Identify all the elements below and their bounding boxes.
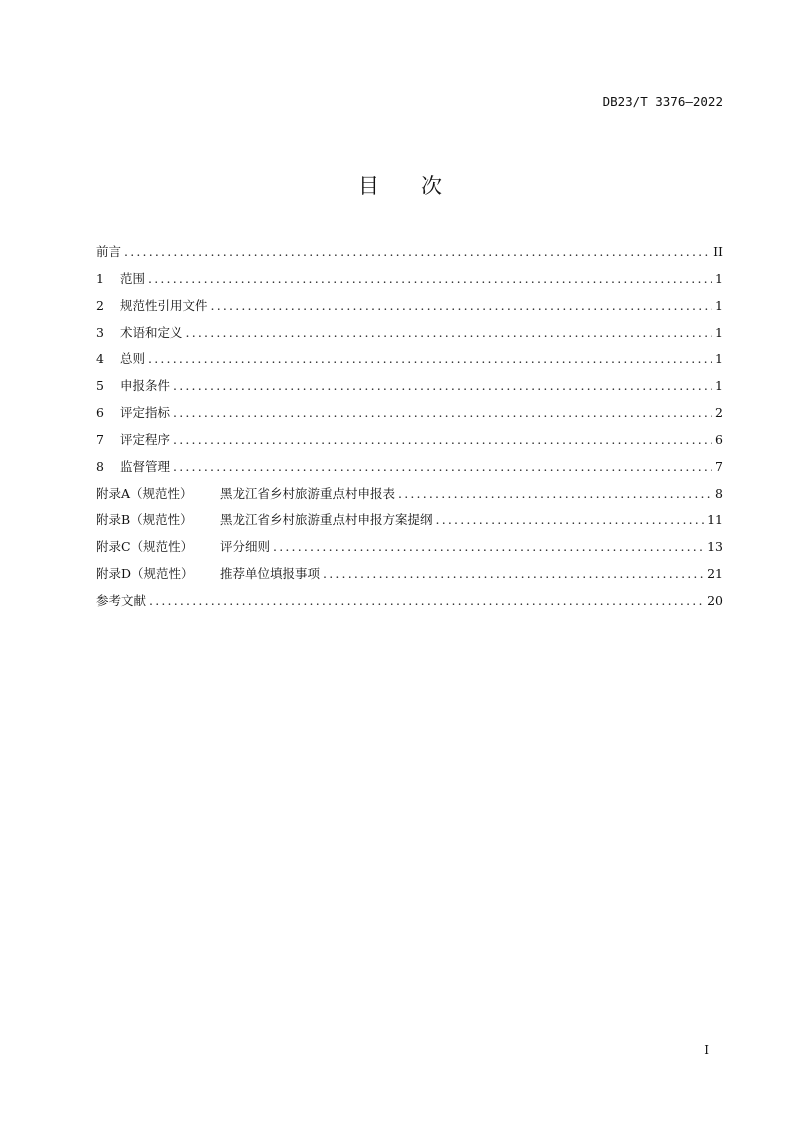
title-char: 目: [358, 174, 379, 198]
toc-page: 13: [707, 539, 723, 555]
dot-leader: [148, 351, 712, 366]
toc-number: 7: [96, 431, 104, 447]
toc-label: 监督管理: [120, 458, 171, 474]
toc-number: 1: [96, 270, 104, 286]
toc-label: 黑龙江省乡村旅游重点村申报方案提纲: [220, 512, 433, 528]
toc-number: 4: [96, 351, 104, 367]
table-of-contents: [96, 242, 723, 618]
dot-leader: [173, 459, 712, 474]
toc-page: 20: [707, 592, 723, 608]
dot-leader: [173, 432, 712, 447]
dot-leader: [211, 298, 713, 313]
toc-label: 评分细则: [220, 539, 271, 555]
toc-label: 前言: [96, 244, 122, 259]
appendix-prefix: 附录D（规范性）: [96, 566, 194, 582]
toc-page: 1: [715, 297, 723, 313]
toc-entry[interactable]: [96, 403, 723, 430]
dot-leader: [173, 378, 712, 393]
toc-page: 1: [715, 351, 723, 367]
toc-page: 11: [707, 512, 723, 528]
toc-label: 总则: [120, 351, 146, 367]
toc-entry-references[interactable]: [96, 591, 723, 618]
toc-page: 1: [715, 270, 723, 286]
page-title: [0, 170, 800, 200]
toc-appendix-d[interactable]: [96, 564, 723, 591]
dot-leader: [273, 539, 704, 554]
toc-label: 黑龙江省乡村旅游重点村申报表: [220, 485, 396, 501]
dot-leader: [398, 486, 712, 501]
page-number: I: [704, 1043, 709, 1057]
toc-page: II: [713, 244, 723, 259]
dot-leader: [323, 566, 704, 581]
toc-number: 8: [96, 458, 104, 474]
appendix-prefix: 附录A（规范性）: [96, 485, 193, 501]
appendix-prefix: 附录C（规范性）: [96, 539, 194, 555]
toc-label: 范围: [120, 270, 146, 286]
dot-leader: [148, 271, 712, 286]
toc-number: 5: [96, 378, 104, 394]
dot-leader: [186, 325, 713, 340]
toc-label: 术语和定义: [120, 324, 183, 340]
toc-entry[interactable]: [96, 323, 723, 350]
toc-label: 申报条件: [120, 378, 171, 394]
toc-entry[interactable]: [96, 269, 723, 296]
dot-leader: [173, 405, 712, 420]
toc-page: 21: [707, 566, 723, 582]
title-char: 次: [421, 174, 442, 198]
toc-appendix-c[interactable]: [96, 537, 723, 564]
toc-label: 评定程序: [120, 431, 171, 447]
toc-number: 3: [96, 324, 104, 340]
toc-page: 7: [715, 458, 723, 474]
toc-page: 8: [715, 485, 723, 501]
toc-appendix-a[interactable]: [96, 484, 723, 511]
toc-entry[interactable]: [96, 430, 723, 457]
toc-page: 1: [715, 378, 723, 394]
toc-page: 2: [715, 405, 723, 421]
appendix-prefix: 附录B（规范性）: [96, 512, 193, 528]
toc-page: 1: [715, 324, 723, 340]
toc-label: 规范性引用文件: [120, 297, 208, 313]
toc-label: 评定指标: [120, 405, 171, 421]
toc-entry-foreword[interactable]: [96, 242, 723, 269]
toc-number: 2: [96, 297, 104, 313]
toc-page: 6: [715, 431, 723, 447]
toc-label: 参考文献: [96, 592, 147, 608]
dot-leader: [149, 593, 704, 608]
dot-leader: [436, 512, 705, 527]
toc-entry[interactable]: [96, 457, 723, 484]
standard-number: DB23/T 3376—2022: [602, 94, 723, 109]
toc-label: 推荐单位填报事项: [220, 566, 321, 582]
toc-entry[interactable]: [96, 296, 723, 323]
dot-leader: [124, 244, 710, 259]
toc-number: 6: [96, 405, 104, 421]
toc-entry[interactable]: [96, 349, 723, 376]
toc-entry[interactable]: [96, 376, 723, 403]
toc-appendix-b[interactable]: [96, 510, 723, 537]
